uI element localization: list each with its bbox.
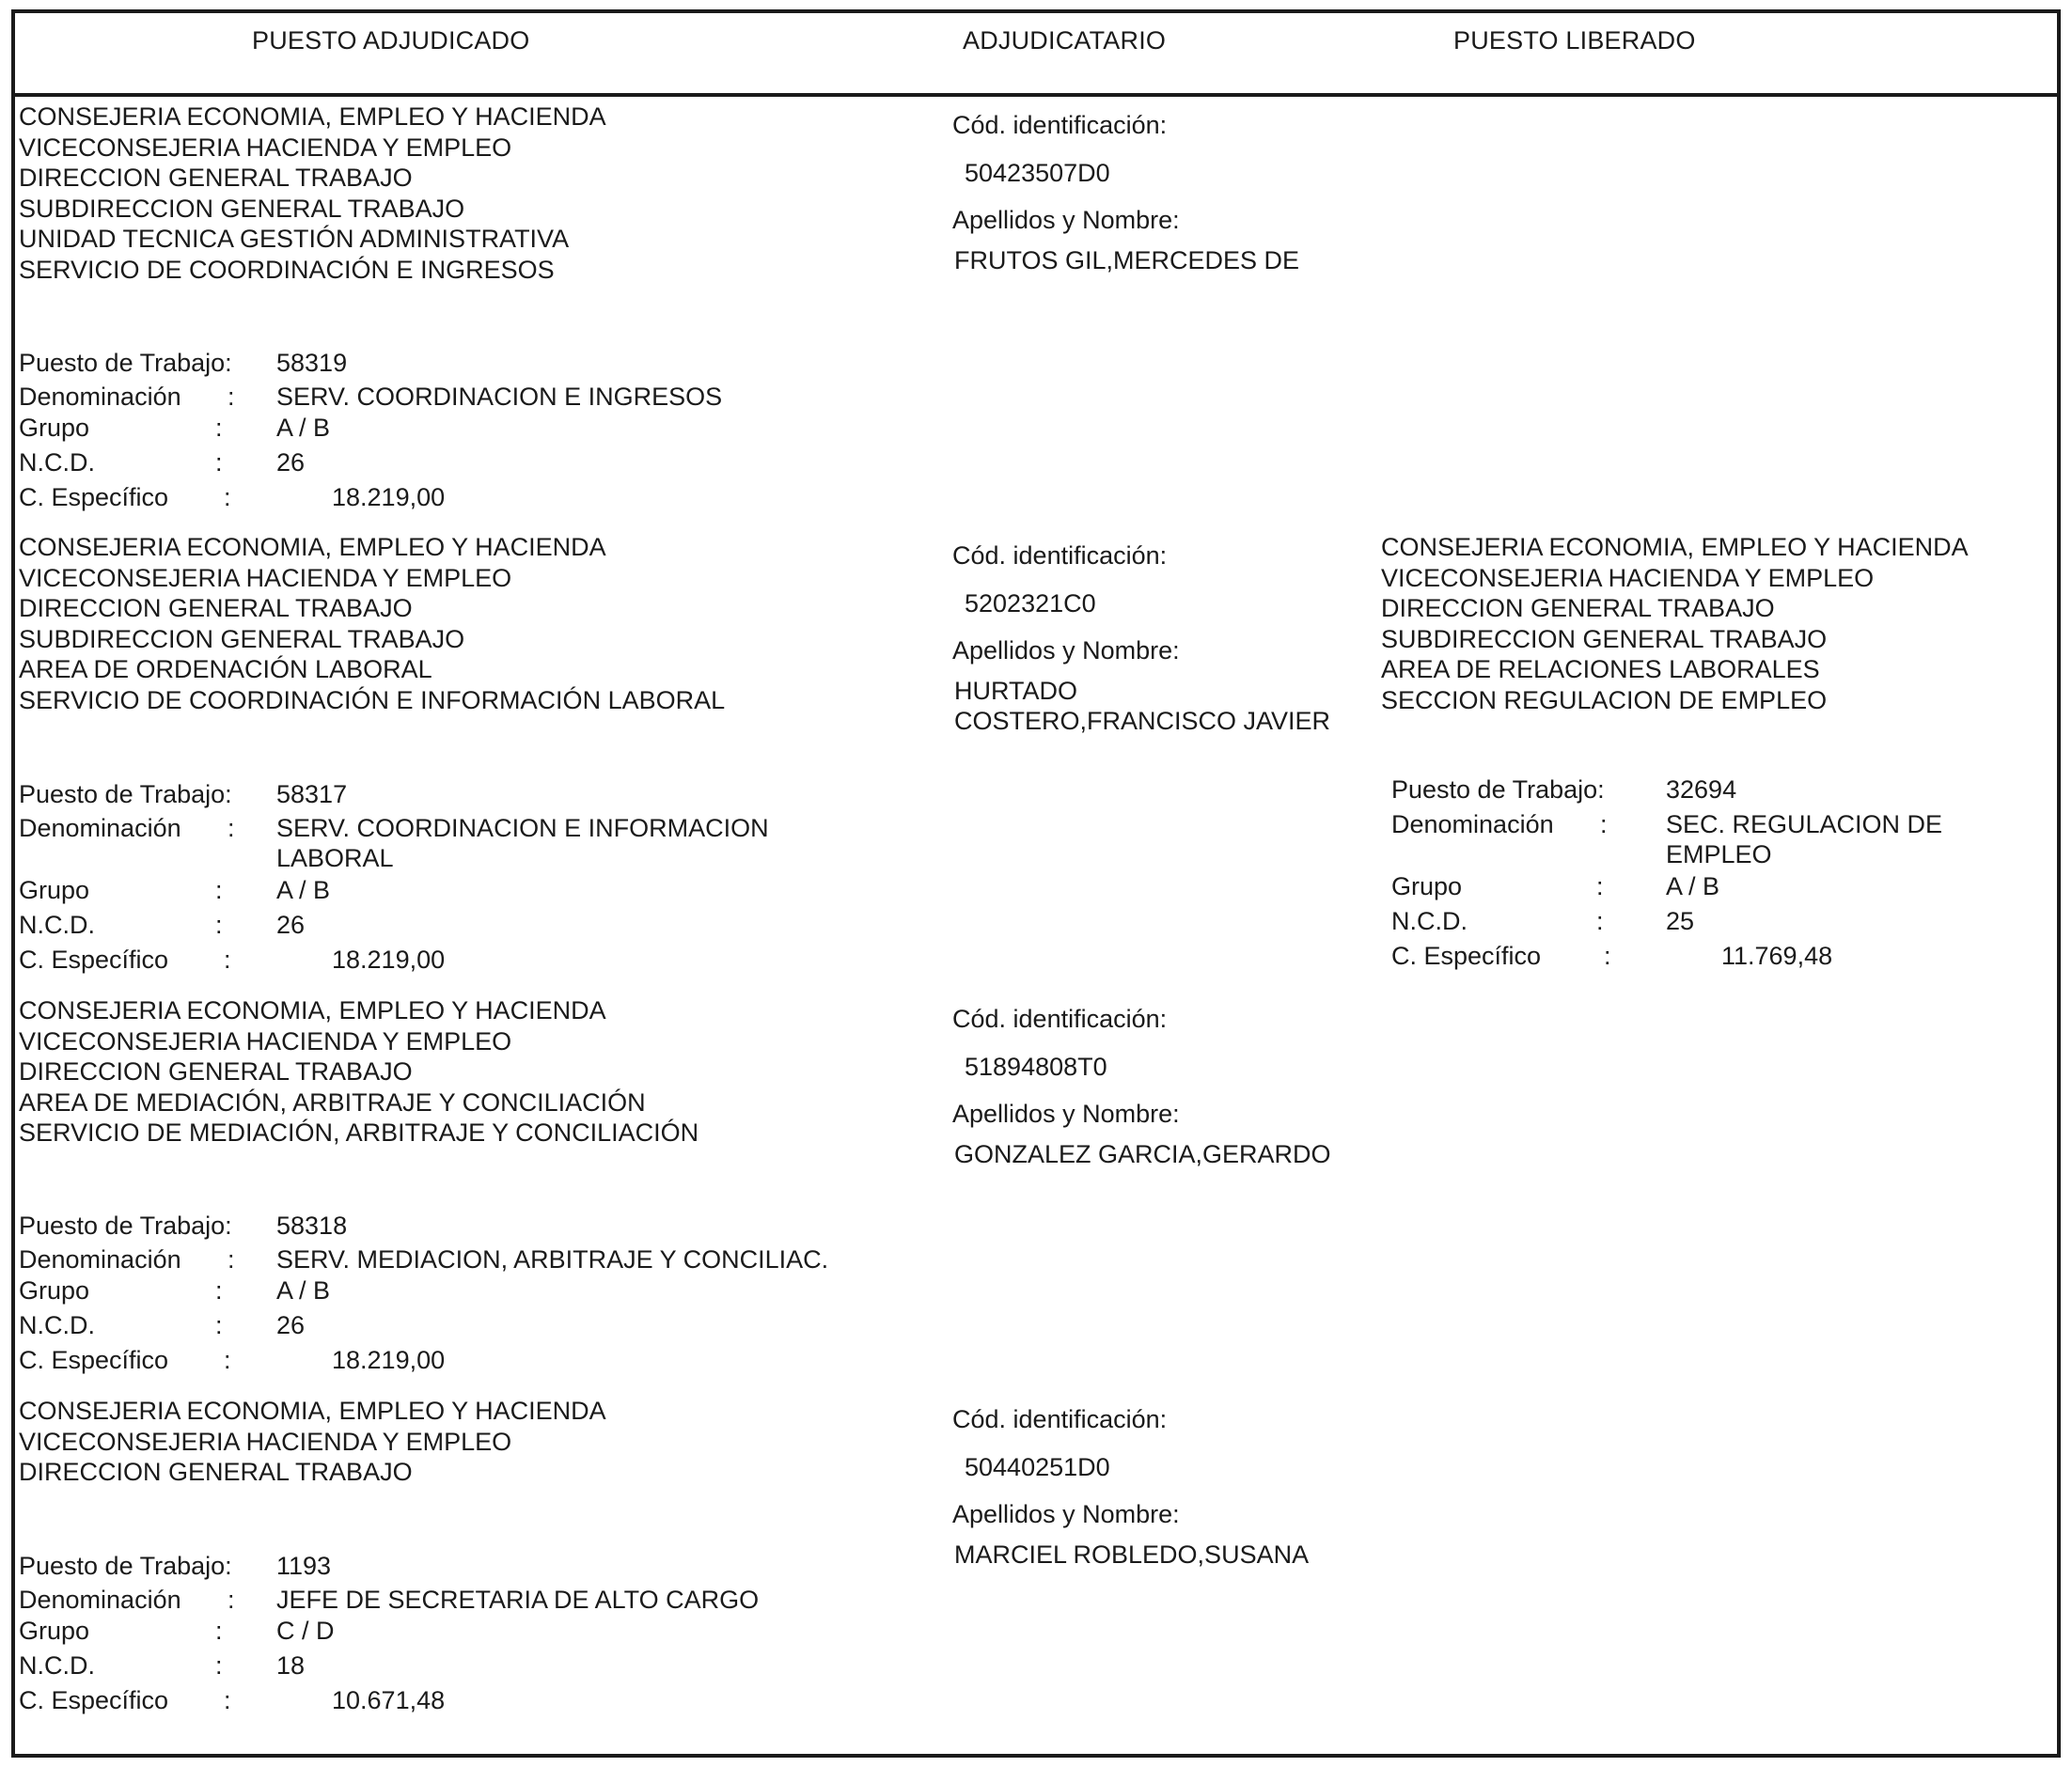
org-line: VICECONSEJERIA HACIENDA Y EMPLEO — [19, 1026, 512, 1056]
cod-identificacion-value: 50440251D0 — [965, 1453, 1110, 1481]
ncd-value: 26 — [276, 911, 306, 939]
especifico-label: C. Específico — [19, 483, 169, 511]
colon: : — [215, 414, 223, 442]
ncd-value: 26 — [276, 1311, 306, 1339]
organization-path — [19, 102, 606, 285]
apellidos-nombre-value: MARCIEL ROBLEDO,SUSANA — [954, 1540, 1310, 1569]
header-adjudicatario: ADJUDICATARIO — [963, 26, 1167, 55]
liberado-denominacion-value: EMPLEO — [1666, 840, 1772, 868]
org-line: UNIDAD TECNICA GESTIÓN ADMINISTRATIVA — [19, 225, 570, 253]
especifico-label: C. Específico — [19, 1346, 169, 1374]
cod-identificacion-label: Cód. identificación: — [952, 541, 1168, 570]
organization-path — [19, 995, 699, 1149]
colon: : — [215, 1617, 223, 1645]
colon: : — [1596, 872, 1604, 900]
ncd-value: 26 — [276, 448, 306, 477]
apellidos-nombre-value: GONZALEZ GARCIA,GERARDO — [954, 1140, 1331, 1168]
puesto-value: 58318 — [276, 1212, 348, 1240]
cod-identificacion-value: 50423507D0 — [965, 159, 1110, 187]
grupo-label: Grupo — [19, 876, 90, 904]
org-line: VICECONSEJERIA HACIENDA Y EMPLEO — [19, 1427, 512, 1456]
org-line: DIRECCION GENERAL TRABAJO — [19, 1458, 413, 1486]
ncd-value: 18 — [276, 1651, 306, 1680]
org-line: SECCION REGULACION DE EMPLEO — [1381, 685, 1828, 714]
colon: : — [224, 1686, 231, 1714]
org-line: SUBDIRECCION GENERAL TRABAJO — [19, 624, 465, 653]
liberado-ncd-value: 25 — [1666, 907, 1695, 935]
org-line: SUBDIRECCION GENERAL TRABAJO — [19, 194, 465, 223]
org-line: SERVICIO DE COORDINACIÓN E INFORMACIÓN LABORAL — [19, 685, 726, 714]
puesto-label: Puesto de Trabajo: — [19, 780, 232, 808]
header-puesto-adjudicado: PUESTO ADJUDICADO — [252, 26, 530, 55]
puesto-label: Puesto de Trabajo: — [19, 349, 232, 377]
ncd-label: N.C.D. — [19, 1311, 95, 1339]
puesto-label: Puesto de Trabajo: — [19, 1212, 232, 1240]
especifico-value: 18.219,00 — [332, 1346, 446, 1374]
especifico-label: C. Específico — [19, 1686, 169, 1714]
especifico-value: 10.671,48 — [332, 1686, 446, 1714]
cod-identificacion-label: Cód. identificación: — [952, 1005, 1168, 1033]
especifico-value: 18.219,00 — [332, 483, 446, 511]
org-line: VICECONSEJERIA HACIENDA Y EMPLEO — [19, 133, 512, 162]
denominacion-value: LABORAL — [276, 844, 394, 872]
liberado-denominacion-value: SEC. REGULACION DE — [1666, 810, 1943, 838]
colon: : — [228, 1245, 235, 1274]
liberado-ncd-label: N.C.D. — [1391, 907, 1468, 935]
colon: : — [224, 946, 231, 974]
colon: : — [228, 1586, 235, 1614]
puesto-value: 1193 — [276, 1552, 332, 1580]
org-line: VICECONSEJERIA HACIENDA Y EMPLEO — [1381, 563, 1875, 592]
org-line: SERVICIO DE COORDINACIÓN E INGRESOS — [19, 255, 555, 284]
liberado-puesto-value: 32694 — [1666, 775, 1737, 804]
cod-identificacion-label: Cód. identificación: — [952, 111, 1168, 139]
apellidos-nombre-label: Apellidos y Nombre: — [952, 1100, 1180, 1128]
grupo-label: Grupo — [19, 1276, 90, 1305]
ncd-label: N.C.D. — [19, 1651, 95, 1680]
org-line: CONSEJERIA ECONOMIA, EMPLEO Y HACIENDA — [19, 533, 606, 561]
grupo-value: A / B — [276, 1276, 331, 1305]
colon: : — [215, 1651, 223, 1680]
org-line: DIRECCION GENERAL TRABAJO — [19, 164, 413, 192]
denominacion-value: SERV. COORDINACION E INFORMACION — [276, 814, 769, 842]
colon: : — [228, 814, 235, 842]
ncd-label: N.C.D. — [19, 911, 95, 939]
org-line: CONSEJERIA ECONOMIA, EMPLEO Y HACIENDA — [1381, 533, 1969, 561]
colon: : — [1600, 810, 1608, 838]
org-line: SUBDIRECCION GENERAL TRABAJO — [1381, 624, 1828, 653]
apellidos-nombre-label: Apellidos y Nombre: — [952, 1500, 1180, 1528]
colon: : — [224, 1346, 231, 1374]
ncd-label: N.C.D. — [19, 448, 95, 477]
denominacion-label: Denominación — [19, 1586, 181, 1614]
org-line: CONSEJERIA ECONOMIA, EMPLEO Y HACIENDA — [19, 1397, 606, 1425]
cod-identificacion-label: Cód. identificación: — [952, 1405, 1168, 1433]
org-line: DIRECCION GENERAL TRABAJO — [19, 594, 413, 622]
apellidos-nombre-value: HURTADO — [954, 677, 1078, 705]
organization-path — [19, 1396, 606, 1488]
org-line: AREA DE RELACIONES LABORALES — [1381, 655, 1820, 683]
colon: : — [215, 448, 223, 477]
denominacion-value: JEFE DE SECRETARIA DE ALTO CARGO — [276, 1586, 760, 1614]
colon: : — [228, 383, 235, 411]
colon: : — [215, 911, 223, 939]
colon: : — [215, 1311, 223, 1339]
org-line: AREA DE ORDENACIÓN LABORAL — [19, 655, 432, 683]
puesto-value: 58319 — [276, 349, 348, 377]
liberado-grupo-label: Grupo — [1391, 872, 1463, 900]
grupo-value: A / B — [276, 876, 331, 904]
org-line: SERVICIO DE MEDIACIÓN, ARBITRAJE Y CONCILIACIÓN — [19, 1118, 699, 1147]
org-line: CONSEJERIA ECONOMIA, EMPLEO Y HACIENDA — [19, 102, 606, 131]
denominacion-label: Denominación — [19, 814, 181, 842]
colon: : — [215, 1276, 223, 1305]
liberado-denominacion-label: Denominación — [1391, 810, 1554, 838]
grupo-value: C / D — [276, 1617, 335, 1645]
colon: : — [1596, 907, 1604, 935]
apellidos-nombre-value: FRUTOS GIL,MERCEDES DE — [954, 246, 1300, 274]
liberado-especifico-label: C. Específico — [1391, 942, 1542, 970]
liberado-especifico-value: 11.769,48 — [1721, 942, 1833, 970]
grupo-label: Grupo — [19, 1617, 90, 1645]
cod-identificacion-value: 5202321C0 — [965, 589, 1096, 618]
header-puesto-liberado: PUESTO LIBERADO — [1453, 26, 1696, 55]
denominacion-value: SERV. COORDINACION E INGRESOS — [276, 383, 723, 411]
org-line: VICECONSEJERIA HACIENDA Y EMPLEO — [19, 563, 512, 592]
especifico-value: 18.219,00 — [332, 946, 446, 974]
colon: : — [1604, 942, 1611, 970]
apellidos-nombre-value: COSTERO,FRANCISCO JAVIER — [954, 707, 1331, 735]
denominacion-value: SERV. MEDIACION, ARBITRAJE Y CONCILIAC. — [276, 1245, 829, 1274]
denominacion-label: Denominación — [19, 383, 181, 411]
colon: : — [224, 483, 231, 511]
puesto-label: Puesto de Trabajo: — [19, 1552, 232, 1580]
org-line: DIRECCION GENERAL TRABAJO — [19, 1057, 413, 1086]
apellidos-nombre-label: Apellidos y Nombre: — [952, 206, 1180, 234]
org-line: CONSEJERIA ECONOMIA, EMPLEO Y HACIENDA — [19, 996, 606, 1024]
especifico-label: C. Específico — [19, 946, 169, 974]
liberado-puesto-label: Puesto de Trabajo: — [1391, 775, 1605, 804]
grupo-label: Grupo — [19, 414, 90, 442]
organization-path — [19, 532, 725, 715]
liberado-grupo-value: A / B — [1666, 872, 1720, 900]
header-divider — [11, 93, 2061, 97]
denominacion-label: Denominación — [19, 1245, 181, 1274]
liberado-organization-path — [1381, 532, 1969, 715]
org-line: DIRECCION GENERAL TRABAJO — [1381, 594, 1775, 622]
cod-identificacion-value: 51894808T0 — [965, 1053, 1107, 1081]
puesto-value: 58317 — [276, 780, 348, 808]
apellidos-nombre-label: Apellidos y Nombre: — [952, 636, 1180, 665]
colon: : — [215, 876, 223, 904]
org-line: AREA DE MEDIACIÓN, ARBITRAJE Y CONCILIACIÓN — [19, 1087, 646, 1117]
grupo-value: A / B — [276, 414, 331, 442]
